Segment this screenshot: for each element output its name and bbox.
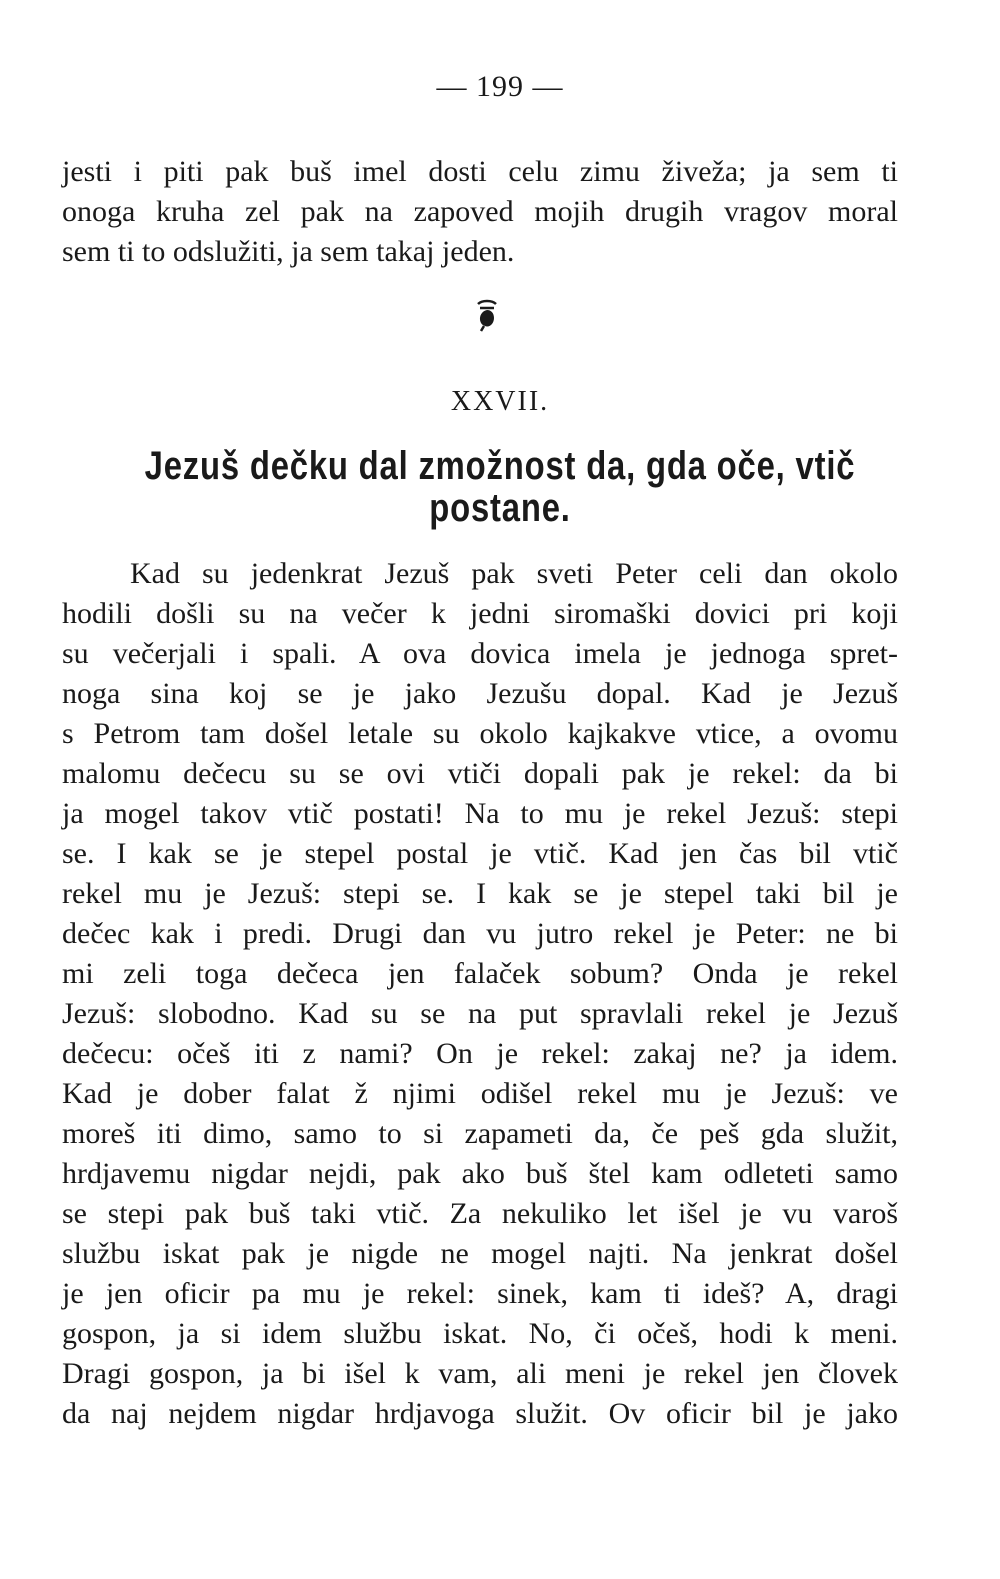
text-line: jesti i piti pak buš imel dosti celu zimu živeža; ja sem ti <box>62 155 898 188</box>
chapter-title: postane. <box>429 486 571 530</box>
text-line: se stepi pak buš taki vtič. Za nekuliko let išel je vu varoš <box>62 1197 898 1230</box>
text-line: Kad je dober falat ž njimi odišel rekel mu je Jezuš: ve <box>62 1077 898 1110</box>
text-line: dečec kak i predi. Drugi dan vu jutro rekel je Peter: ne bi <box>62 917 898 950</box>
text-line: malomu dečecu su se ovi vtiči dopali pak je rekel: da bi <box>62 757 898 790</box>
text-line: dečecu: očeš iti z nami? On je rekel: zakaj ne? ja idem. <box>62 1037 898 1070</box>
text-line: rekel mu je Jezuš: stepi se. I kak se je stepel taki bil je <box>62 877 898 910</box>
text-line: onoga kruha zel pak na zapoved mojih drugih vragov moral <box>62 195 898 228</box>
text-line: s Petrom tam došel letale su okolo kajkakve vtice, a ovomu <box>62 717 898 750</box>
text-line: hrdjavemu nigdar nejdi, pak ako buš štel kam odleteti samo <box>62 1157 898 1190</box>
text-line: Kad su jedenkrat Jezuš pak sveti Peter celi dan okolo <box>130 557 898 590</box>
text-line: ja mogel takov vtič postati! Na to mu je rekel Jezuš: stepi <box>62 797 898 830</box>
text-line: Dragi gospon, ja bi išel k vam, ali meni je rekel jen človek <box>62 1357 898 1390</box>
page-number: — 199 — <box>436 70 564 103</box>
text-line: Jezuš: slobodno. Kad su se na put spravlali rekel je Jezuš <box>62 997 898 1030</box>
text-line: gospon, ja si idem službu iskat. No, či očeš, hodi k meni. <box>62 1317 898 1350</box>
chapter-number: XXVII. <box>450 386 550 417</box>
text-line: mi zeli toga dečeca jen falaček sobum? Onda je rekel <box>62 957 898 990</box>
chapter-title: Jezuš dečku dal zmožnost da, gda oče, vtič <box>144 444 856 488</box>
text-line: se. I kak se je stepel postal je vtič. Kad jen čas bil vtič <box>62 837 898 870</box>
text-line: je jen oficir pa mu je rekel: sinek, kam ti ideš? A, dragi <box>62 1277 898 1310</box>
text-line: službu iskat pak je nigde ne mogel najti. Na jenkrat došel <box>62 1237 898 1270</box>
text-line: da naj nejdem nigdar hrdjavoga služit. Ov oficir bil je jako <box>62 1397 898 1430</box>
text-line: hodili došli su na večer k jedni siromaški dovici pri koji <box>62 597 898 630</box>
text-line: su večerjali i spali. A ova dovica imela je jednoga spret- <box>62 637 898 670</box>
text-line: sem ti to odslužiti, ja sem takaj jeden. <box>62 235 515 268</box>
text-line: moreš iti dimo, samo to si zapameti da, če peš gda služit, <box>62 1117 898 1150</box>
floral-ornament-icon <box>472 296 502 332</box>
text-line: noga sina koj se je jako Jezušu dopal. Kad je Jezuš <box>62 677 898 710</box>
